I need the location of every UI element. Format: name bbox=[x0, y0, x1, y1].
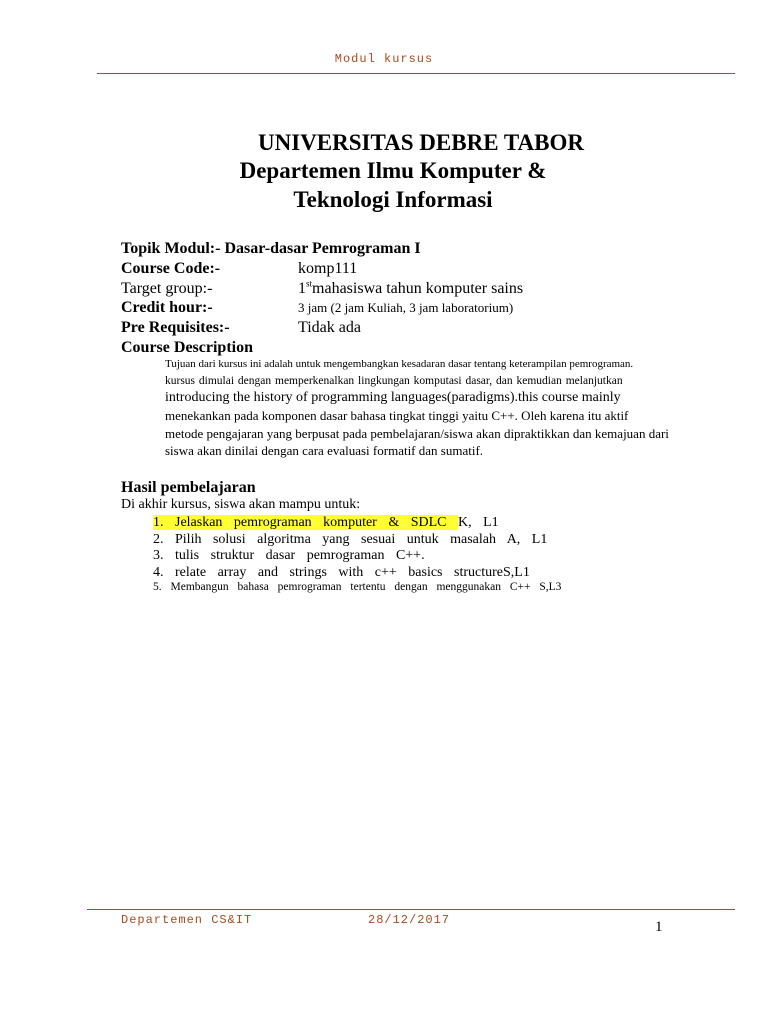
credit-hour-value: 3 jam (2 jam Kuliah, 3 jam laboratorium) bbox=[298, 300, 514, 315]
footer-rule bbox=[87, 909, 735, 910]
outcome-item-2: 2. Pilih solusi algoritma yang sesuai untuk masalah A, L1 bbox=[153, 532, 548, 547]
footer-date: 28/12/2017 bbox=[368, 913, 451, 927]
course-code-row bbox=[121, 260, 357, 278]
running-header: Modul kursus bbox=[334, 52, 434, 66]
description-line: kursus dimulai dengan memperkenalkan lingkungan komputasi dasar, dan kemudian melanjutkan bbox=[165, 375, 623, 387]
target-ordinal: 1 bbox=[298, 280, 306, 297]
module-topic: Topik Modul:- Dasar-dasar Pemrograman I bbox=[121, 240, 421, 257]
description-line: metode pengajaran yang berpusat pada pembelajaran/siswa akan dipraktikkan dan kemajuan dari bbox=[165, 426, 669, 441]
target-group-value bbox=[298, 280, 523, 298]
outcome-item-1-highlighted: 1. Jelaskan pemrograman komputer & SDLC bbox=[153, 515, 459, 530]
credit-hour-label: Credit hour:- bbox=[121, 299, 213, 316]
outcome-item-4: 4. relate array and strings with c++ basics structureS,L1 bbox=[153, 565, 530, 580]
page-number: 1 bbox=[655, 919, 663, 935]
course-code-value: komp111 bbox=[298, 260, 358, 277]
description-line: siswa akan dinilai dengan cara evaluasi formatif dan sumatif. bbox=[165, 443, 484, 458]
description-line: introducing the history of programming languages(paradigms).this course mainly bbox=[165, 390, 621, 405]
department-title-line1: Departemen Ilmu Komputer & bbox=[239, 158, 547, 183]
course-description-heading: Course Description bbox=[121, 339, 253, 356]
header-rule bbox=[97, 73, 735, 74]
prerequisites-value: Tidak ada bbox=[298, 319, 361, 336]
outcome-item-1 bbox=[153, 515, 499, 531]
credit-hour-row bbox=[121, 299, 513, 317]
outcome-item-1-tail: K, L1 bbox=[458, 515, 499, 530]
target-ordinal-suffix: st bbox=[306, 278, 313, 289]
description-line: Tujuan dari kursus ini adalah untuk mengembangkan kesadaran dasar tentang keterampilan pemrograman. bbox=[165, 358, 634, 370]
footer-department: Departemen CS&IT bbox=[121, 913, 253, 927]
prerequisites-label: Pre Requisites:- bbox=[121, 319, 230, 336]
outcome-item-5: 5. Membangun bahasa pemrograman tertentu dengan menggunakan C++ S,L3 bbox=[153, 581, 562, 593]
outcomes-heading: Hasil pembelajaran bbox=[121, 479, 256, 496]
department-title-line2: Teknologi Informasi bbox=[293, 187, 493, 212]
prerequisites-row bbox=[121, 319, 361, 337]
university-title: UNIVERSITAS DEBRE TABOR bbox=[258, 130, 584, 155]
target-group-label: Target group:- bbox=[121, 280, 213, 297]
target-group-row bbox=[121, 280, 523, 298]
outcome-item-3: 3. tulis struktur dasar pemrograman C++. bbox=[153, 548, 425, 563]
description-line: menekankan pada komponen dasar bahasa tingkat tinggi yaitu C++. Oleh karena itu aktif bbox=[165, 408, 629, 423]
course-code-label: Course Code:- bbox=[121, 260, 221, 277]
target-group-text: mahasiswa tahun komputer sains bbox=[312, 280, 524, 297]
outcomes-intro: Di akhir kursus, siswa akan mampu untuk: bbox=[121, 497, 361, 512]
